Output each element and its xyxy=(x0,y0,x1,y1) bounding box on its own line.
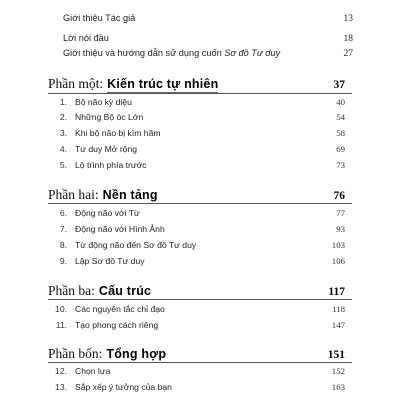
part-name: Tổng hợp xyxy=(106,348,166,363)
toc-entry-page: 18 xyxy=(343,34,353,44)
chapter-entry[interactable] xyxy=(55,128,345,138)
chapter-page: 69 xyxy=(336,144,345,154)
part-divider xyxy=(48,299,352,300)
part-prefix: Phần bốn: xyxy=(48,346,103,361)
chapter-page: 147 xyxy=(331,320,345,330)
chapter-title: Động não với Từ xyxy=(75,208,140,218)
chapter-entry[interactable] xyxy=(55,160,345,170)
toc-entry-label-italic: Sơ đồ Tư duy xyxy=(224,48,281,58)
part-prefix: Phần ba: xyxy=(48,283,95,298)
part-heading-one[interactable] xyxy=(48,76,345,93)
chapter-title: Lộ trình phía trước xyxy=(75,160,147,170)
toc-entry-label xyxy=(63,48,333,58)
chapter-entry[interactable] xyxy=(55,304,345,314)
part-name: Kiến trúc tự nhiên xyxy=(107,78,218,93)
chapter-page: 77 xyxy=(336,208,345,218)
chapter-title: Các nguyên tắc chỉ đạo xyxy=(75,304,165,314)
chapter-title: Bộ não kỳ diệu xyxy=(75,97,132,107)
chapter-number: 10. xyxy=(55,304,67,314)
chapter-number: 3. xyxy=(59,128,67,138)
chapter-page: 103 xyxy=(331,240,345,250)
chapter-title: Những Bộ óc Lớn xyxy=(75,112,144,122)
part-prefix: Phần một: xyxy=(48,76,104,91)
chapter-number: 12. xyxy=(55,366,67,376)
toc-entry-foreword[interactable] xyxy=(63,33,353,44)
chapter-title: Chọn lựa xyxy=(75,366,111,376)
part-divider xyxy=(48,93,352,94)
toc-entry-page: 27 xyxy=(343,49,353,59)
chapter-number: 6. xyxy=(59,208,67,218)
part-page: 37 xyxy=(333,79,345,91)
chapter-title: Sắp xếp ý tưởng của bạn xyxy=(75,382,172,392)
chapter-entry[interactable] xyxy=(55,256,345,266)
chapter-page: 106 xyxy=(331,256,345,266)
toc-entry-page: 13 xyxy=(343,14,353,24)
part-name: Cấu trúc xyxy=(99,285,151,300)
toc-entry-author-intro[interactable] xyxy=(63,13,353,24)
chapter-page: 118 xyxy=(332,304,345,314)
chapter-page: 40 xyxy=(336,97,345,107)
chapter-number: 1. xyxy=(59,97,67,107)
chapter-number: 9. xyxy=(59,256,67,266)
chapter-page: 163 xyxy=(331,382,345,392)
part-name: Nền tảng xyxy=(103,189,158,204)
chapter-title: Tạo phong cách riêng xyxy=(75,320,159,330)
part-page: 117 xyxy=(328,286,345,298)
chapter-number: 7. xyxy=(59,224,67,234)
chapter-number: 11. xyxy=(55,320,67,330)
chapter-number: 5. xyxy=(59,160,67,170)
part-page: 151 xyxy=(327,349,345,361)
chapter-title: Từ động não đến Sơ đồ Tư duy xyxy=(75,240,197,250)
chapter-entry[interactable] xyxy=(55,97,345,107)
chapter-entry[interactable] xyxy=(55,366,345,376)
chapter-entry[interactable] xyxy=(55,112,345,122)
part-heading-four[interactable] xyxy=(48,346,345,363)
chapter-page: 58 xyxy=(336,128,345,138)
chapter-entry[interactable] xyxy=(55,240,345,250)
chapter-page: 152 xyxy=(331,366,345,376)
chapter-entry[interactable] xyxy=(55,224,345,234)
chapter-entry[interactable] xyxy=(55,208,345,218)
toc-entry-label-text: Giới thiệu và hướng dẫn sử dụng cuốn xyxy=(63,48,225,58)
chapter-title: Động não với Hình Ảnh xyxy=(75,224,165,234)
part-page: 76 xyxy=(333,190,345,202)
chapter-entry[interactable] xyxy=(55,320,345,330)
toc-entry-label: Lời nói đầu xyxy=(63,33,109,43)
toc-entry-label: Giới thiệu Tác giả xyxy=(63,13,136,23)
part-heading-three[interactable] xyxy=(48,283,345,300)
chapter-number: 2. xyxy=(59,112,67,122)
chapter-entry[interactable] xyxy=(55,382,345,392)
part-heading-two[interactable] xyxy=(48,187,345,204)
part-prefix: Phần hai: xyxy=(48,187,99,202)
chapter-number: 4. xyxy=(59,144,67,154)
chapter-title: Tư duy Mở rộng xyxy=(75,144,138,154)
chapter-title: Khi bộ não bị kìm hãm xyxy=(75,128,161,138)
part-divider xyxy=(48,203,352,204)
toc-entry-book-guide[interactable] xyxy=(63,48,353,59)
chapter-page: 93 xyxy=(336,224,345,234)
chapter-number: 13. xyxy=(55,382,67,392)
chapter-page: 54 xyxy=(336,112,345,122)
chapter-page: 73 xyxy=(336,160,345,170)
part-divider xyxy=(48,362,352,363)
chapter-entry[interactable] xyxy=(55,144,345,154)
chapter-title: Lập Sơ đồ Tư duy xyxy=(75,256,145,266)
chapter-number: 8. xyxy=(59,240,67,250)
